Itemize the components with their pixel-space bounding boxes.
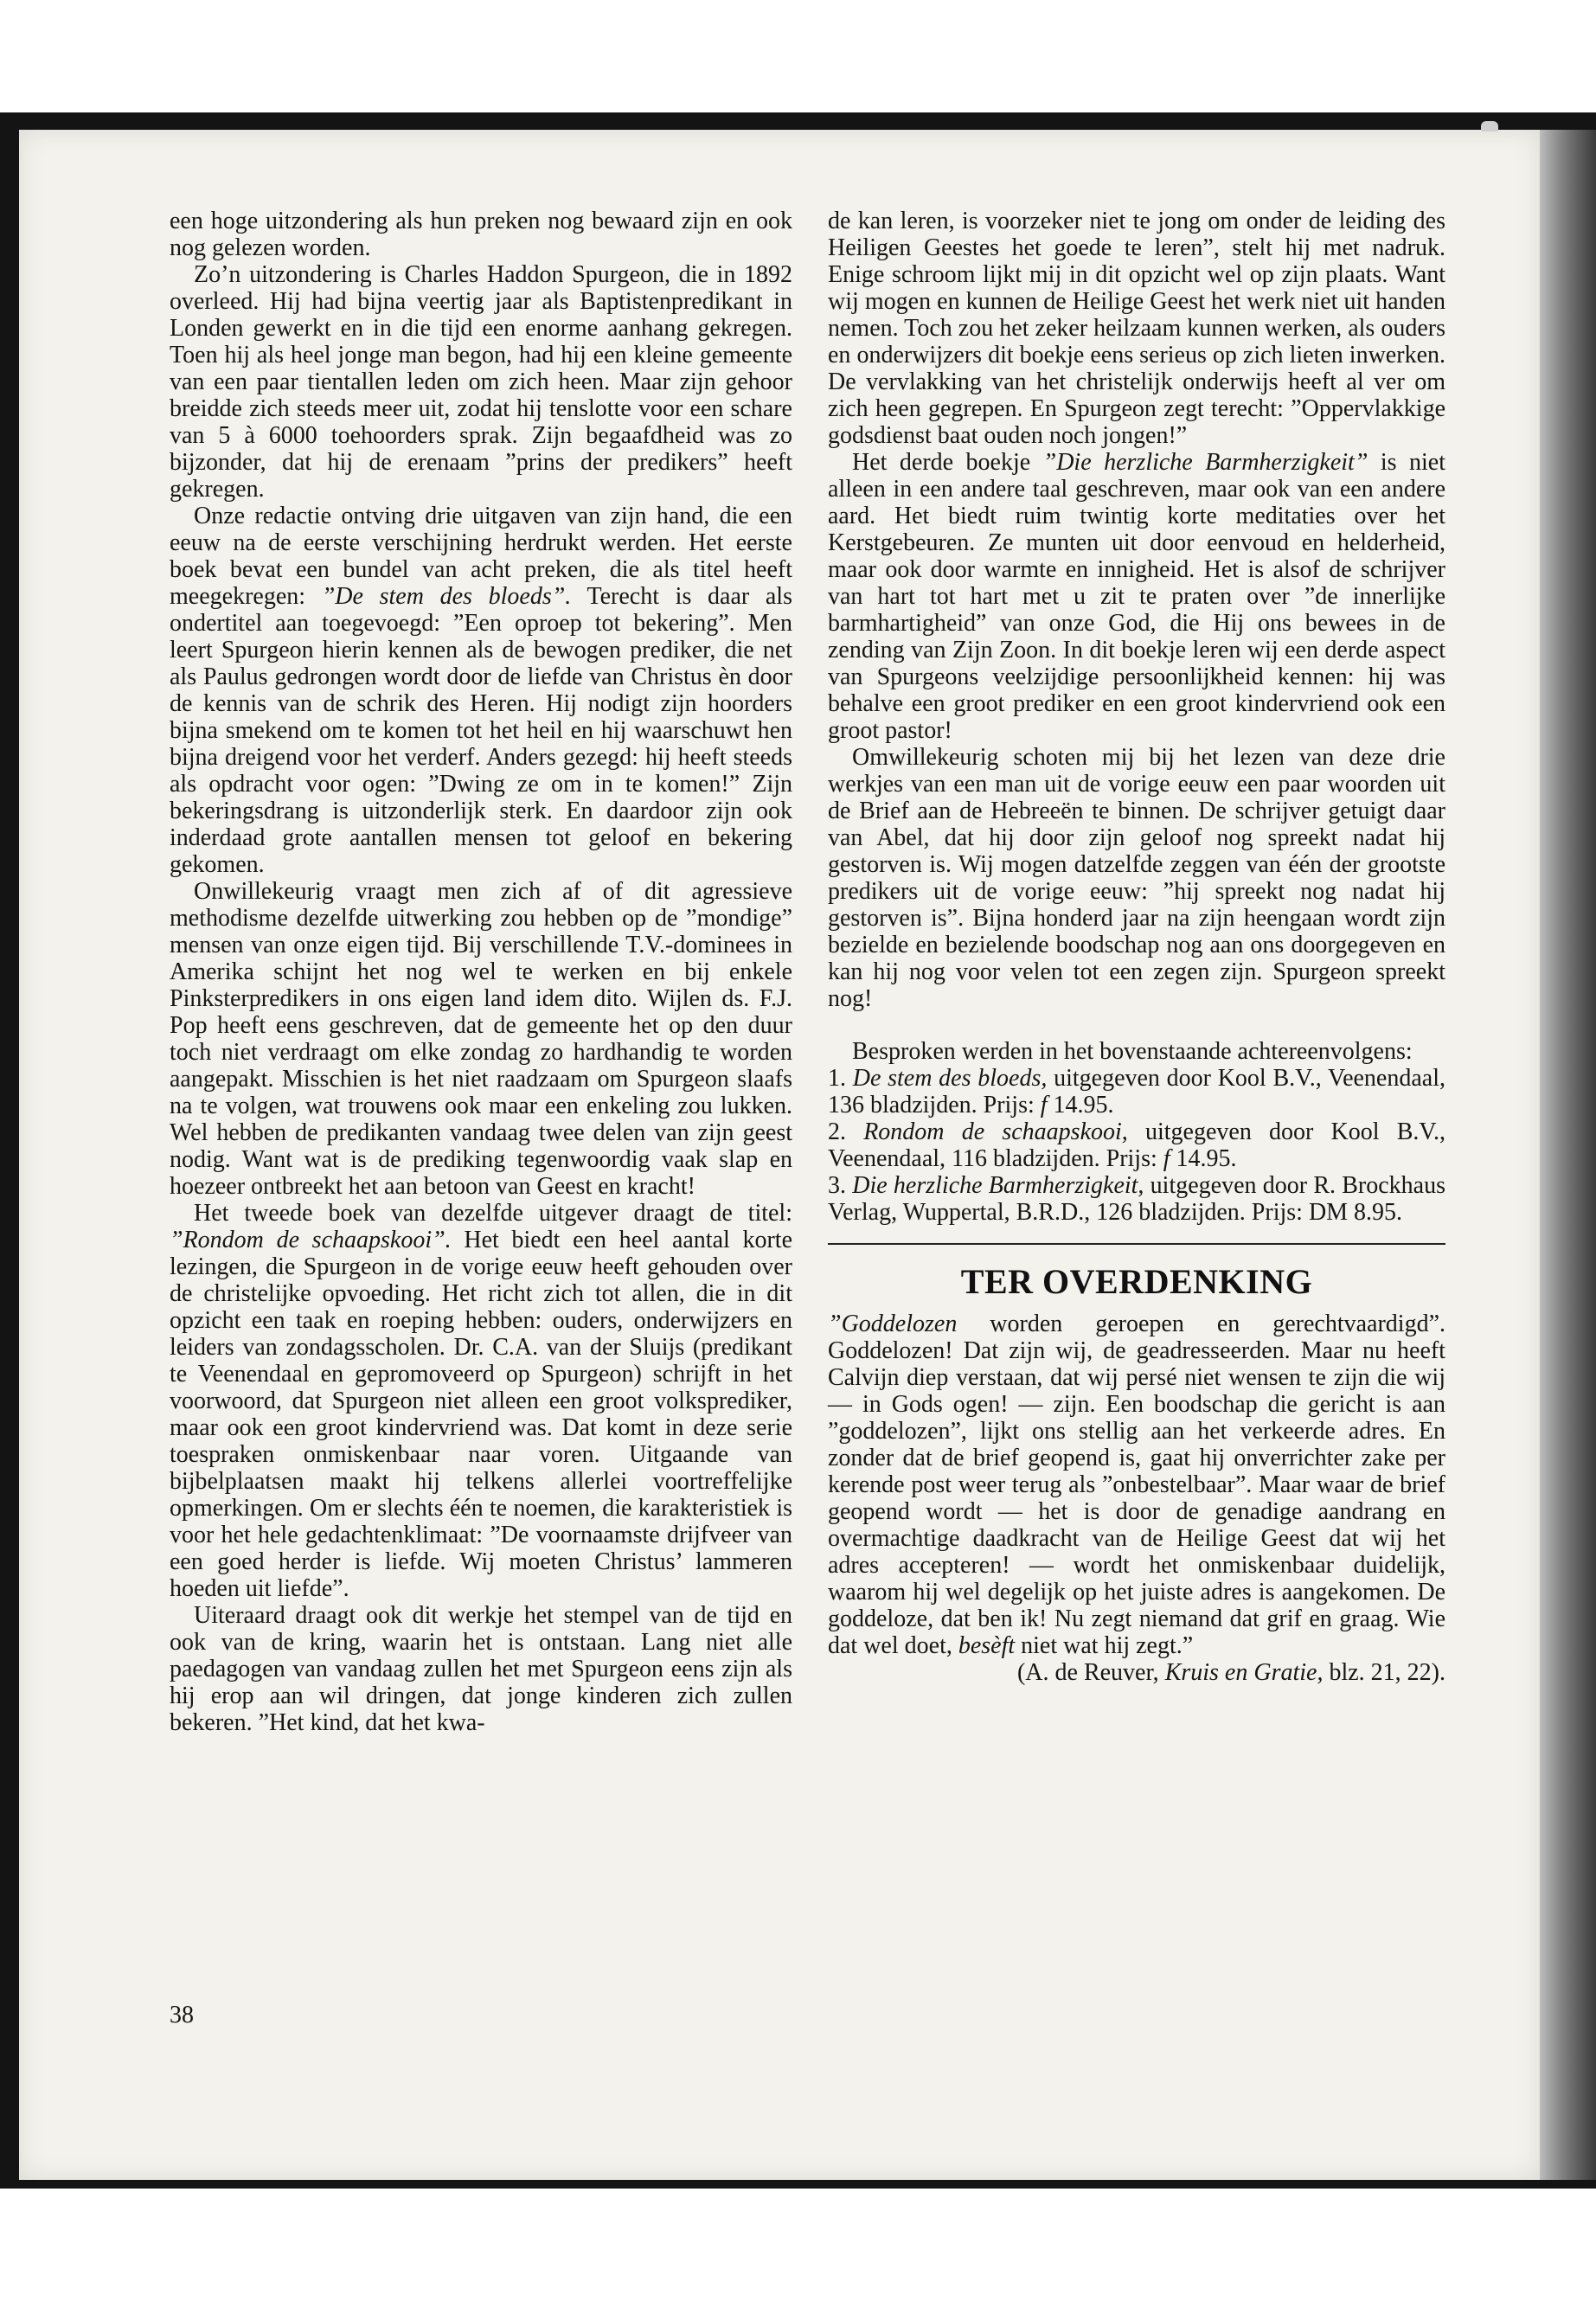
text: worden geroepen en gerechtvaardigd”. Goddelozen! Dat zijn wij, de geadresseerden. Maar nu heeft Calvijn diep verstaan, dat wij persé niet wensen te zijn die wij — in Gods ogen! — zijn. Een boodschap die gericht is aan ”goddelozen”, lijkt ons stellig aan het verkeerde adres. En zonder dat de brief geopend is, gaat hij onverrichter zake per kerende post weer terug als ”onbestelbaar”. Maar waar de brief geopend wordt — het is door de genadige aandrang en overmachtige daadkracht van de Heilige Geest dat wij het adres accepteren! — wordt het onmiskenbaar duidelijk, waarom hij wel degelijk op het juiste adres is aangekomen. De goddeloze, dat ben ik! Nu zegt niemand dat grif en graag. Wie dat wel doet, bbox=[828, 1311, 1445, 1659]
paragraph: Uiteraard draagt ook dit werkje het stempel van de tijd en ook van de kring, waarin het is ontstaan. Lang niet alle paedagogen van vandaag zullen het met Spurgeon eens zijn als hij erop aan wil dringen, dat jonge kinderen zich zullen bekeren. ”Het kind, dat het kwa- bbox=[170, 1602, 792, 1736]
list-intro: Besproken werden in het bovenstaande achtereenvolgens: bbox=[852, 1038, 1413, 1065]
text: Het derde boekje bbox=[852, 449, 1043, 476]
currency-symbol: f bbox=[1163, 1145, 1170, 1172]
citation bbox=[828, 1659, 1445, 1686]
page-edge-shadow bbox=[1540, 130, 1596, 2180]
paragraph bbox=[170, 503, 792, 878]
text: niet wat hij zegt.” bbox=[1015, 1632, 1194, 1659]
text: is niet alleen in een andere taal geschreven, maar ook van een andere aard. Het biedt ruim twintig korte meditaties over het Kerstgebeuren. Ze munten uit door eenvoud en helderheid, maar ook door warmte en innigheid. Het is alsof de schrijver van hart tot hart met u zit te praten over ”de innerlijke barmhartigheid” van onze God, die Hij ons bewees in de zending van Zijn Zoon. In dit boekje leren wij een derde aspect van Spurgeons veelzijdige persoonlijkheid kennen: hij was behalve een groot prediker en een groot kindervriend ook een groot pastor! bbox=[828, 449, 1446, 744]
section-heading: TER OVERDENKING bbox=[960, 1262, 1313, 1301]
book-title: Kruis en Gratie, bbox=[1164, 1659, 1324, 1686]
price: 14.95. bbox=[1170, 1145, 1237, 1172]
text: Onze redactie ontving drie uitgaven van zijn hand, die een eeuw na de eerste verschijning herdrukt werden. Het eerste boek bevat een bundel van acht preken, die als titel heeft meegekregen: bbox=[170, 503, 792, 610]
paragraph: de kan leren, is voorzeker niet te jong om onder de leiding des Heiligen Geestes het goede te leren”, stelt hij met nadruk. Enige schroom lijkt mij in dit opzicht wel op zijn plaats. Want wij mogen en kunnen de Heilige Geest het werk niet uit handen nemen. Toch zou het zeker heilzaam kunnen werken, als ouders en onderwijzers dit boekje eens serieus op zich lieten inwerken. De vervlakking van het christelijk onderwijs heeft al ver om zich heen gegrepen. En Spurgeon zegt terecht: ”Oppervlakkige godsdienst baat ouden noch jongen!” bbox=[828, 208, 1445, 449]
paragraph: Onwillekeurig vraagt men zich af of dit agressieve methodisme dezelfde uitwerking zou hebben op de ”mondige” mensen van onze eigen tijd. Bij verschillende T.V.-dominees in Amerika schijnt het nog wel te werken en bij enkele Pinksterpredikers in ons eigen land idem dito. Wijlen ds. F.J. Pop heeft eens geschreven, dat de gemeente het op den duur toch niet verdraagt om elke zondag zo hardhandig te worden aangepakt. Misschien is het niet raadzaam om Spurgeon slaafs na te volgen, wat trouwens ook maar een enkeling zou lukken. Wel hebben de predikanten vandaag twee delen van zijn geest nodig. Want wat is de prediking tegenwoordig vaak slap en hoezeer ontbreekt het aan betoon van Geest en kracht! bbox=[170, 878, 792, 1200]
paragraph bbox=[170, 1200, 792, 1602]
list-item bbox=[828, 1065, 1445, 1118]
list-number: 2. bbox=[828, 1118, 846, 1145]
book-title: ”Rondom de schaapskooi”. bbox=[170, 1227, 452, 1253]
text: Het biedt een heel aantal korte lezingen, die Spurgeon in de vorige eeuw heeft gehouden over de christelijke opvoeding. Het richt zich tot allen, die in dit opzicht een taak en roeping hebben: ouders, onderwijzers en leiders van zondagsscholen. Dr. C.A. van der Sluijs (predikant te Veenendaal en gepromoveerd op Spurgeon) schrijft in het voorwoord, dat Spurgeon niet alleen een groot volksprediker, maar ook een groot kindervriend was. Dat komt in deze serie toespraken onmiskenbaar naar voren. Uitgaande van bijbelplaatsen maakt hij telkens allerlei voortreffelijke opmerkingen. Om er slechts één te noemen, die karakteristiek is voor het hele gedachtenklimaat: ”De voornaamste drijfveer van een goed herder is liefde. Wij moeten Christus’ lammeren hoeden uit liefde”. bbox=[170, 1227, 792, 1602]
text: (A. de Reuver, bbox=[1016, 1659, 1165, 1686]
book-title: ”De stem des bloeds”. bbox=[321, 583, 572, 610]
paragraph: Omwillekeurig schoten mij bij het lezen van deze drie werkjes van een man uit de vorige eeuw een paar woorden uit de Brief aan de Hebreeën te binnen. De schrijver getuigt daar van Abel, dat hij door zijn geloof nog spreekt nadat hij gestorven is. Wij mogen datzelfde zeggen van één der grootste predikers uit de vorige eeuw: ”hij spreekt nog nadat hij gestorven is”. Bijna honderd jaar na zijn heengaan wordt zijn bezielde en bezielende boodschap nog aan ons doorgegeven en kan hij nog voor velen tot een zegen zijn. Spurgeon spreekt nog! bbox=[828, 744, 1445, 1012]
book-title: Rondom de schaapskooi, bbox=[863, 1118, 1128, 1145]
book-title: De stem des bloeds, bbox=[852, 1065, 1048, 1092]
text: blz. 21, 22). bbox=[1323, 1659, 1445, 1686]
paragraph bbox=[828, 1311, 1445, 1659]
price: 14.95. bbox=[1047, 1092, 1114, 1118]
currency-symbol: f bbox=[1040, 1092, 1048, 1118]
left-column bbox=[170, 208, 792, 1736]
page-number: 38 bbox=[170, 2002, 194, 2029]
text: uitgegeven door Kool B.V., Veenendaal, 136 bladzijden. Prijs: bbox=[828, 1065, 1445, 1118]
book-title: Die herzliche Barmherzigkeit, bbox=[852, 1172, 1144, 1199]
paragraph bbox=[828, 449, 1445, 744]
list-item bbox=[828, 1118, 1445, 1172]
section-divider bbox=[828, 1243, 1445, 1245]
text: uitgegeven door R. Brockhaus Verlag, Wuppertal, B.R.D., 126 bladzijden. Prijs: DM 8.95. bbox=[828, 1172, 1446, 1226]
corner-mark bbox=[1481, 121, 1498, 131]
text: Terecht is daar als ondertitel aan toegevoegd: ”Een oproep tot bekering”. Men leert Spurgeon hierin kennen als de bewogen prediker, die net als Paulus gedrongen wordt door de liefde van Christus èn door de kennis van de schrik des Heren. Hij nodigt zijn hoorders bijna smekend om te komen tot het heil en hij waarschuwt hen bijna dreigend voor het verderf. Anders gezegd: hij heeft steeds als opdracht voor ogen: ”Dwing ze om in te komen!” Zijn bekeringsdrang is uitzonderlijk sterk. En daardoor zijn ook inderdaad grote aantallen mensen tot geloof en bekering gekomen. bbox=[170, 583, 792, 878]
paragraph: Zo’n uitzondering is Charles Haddon Spurgeon, die in 1892 overleed. Hij had bijna veertig jaar als Baptistenpredikant in Londen gewerkt en in die tijd een enorme aanhang gekregen. Toen hij als heel jonge man begon, had hij een kleine gemeente van een paar tientallen leden om zich heen. Maar zijn gehoor breidde zich steeds meer uit, zodat hij tenslotte voor een schare van 5 à 6000 toehoorders sprak. Zijn begaafdheid was zo bijzonder, dat hij de erenaam ”prins der predikers” heeft gekregen. bbox=[170, 261, 792, 503]
list-item bbox=[828, 1172, 1445, 1226]
paragraph: een hoge uitzondering als hun preken nog bewaard zijn en ook nog gelezen worden. bbox=[170, 208, 792, 261]
emphasis: ”Goddelozen bbox=[828, 1311, 958, 1337]
emphasis: besèft bbox=[958, 1632, 1016, 1659]
book-title: ”Die herzliche Barmherzigkeit” bbox=[1042, 449, 1368, 476]
list-number: 1. bbox=[828, 1065, 846, 1092]
list-number: 3. bbox=[828, 1172, 846, 1199]
right-column bbox=[828, 208, 1445, 1686]
text: uitgegeven door Kool B.V., Veenendaal, 116 bladzijden. Prijs: bbox=[828, 1118, 1446, 1172]
text: Het tweede boek van dezelfde uitgever draagt de titel: bbox=[194, 1200, 792, 1227]
